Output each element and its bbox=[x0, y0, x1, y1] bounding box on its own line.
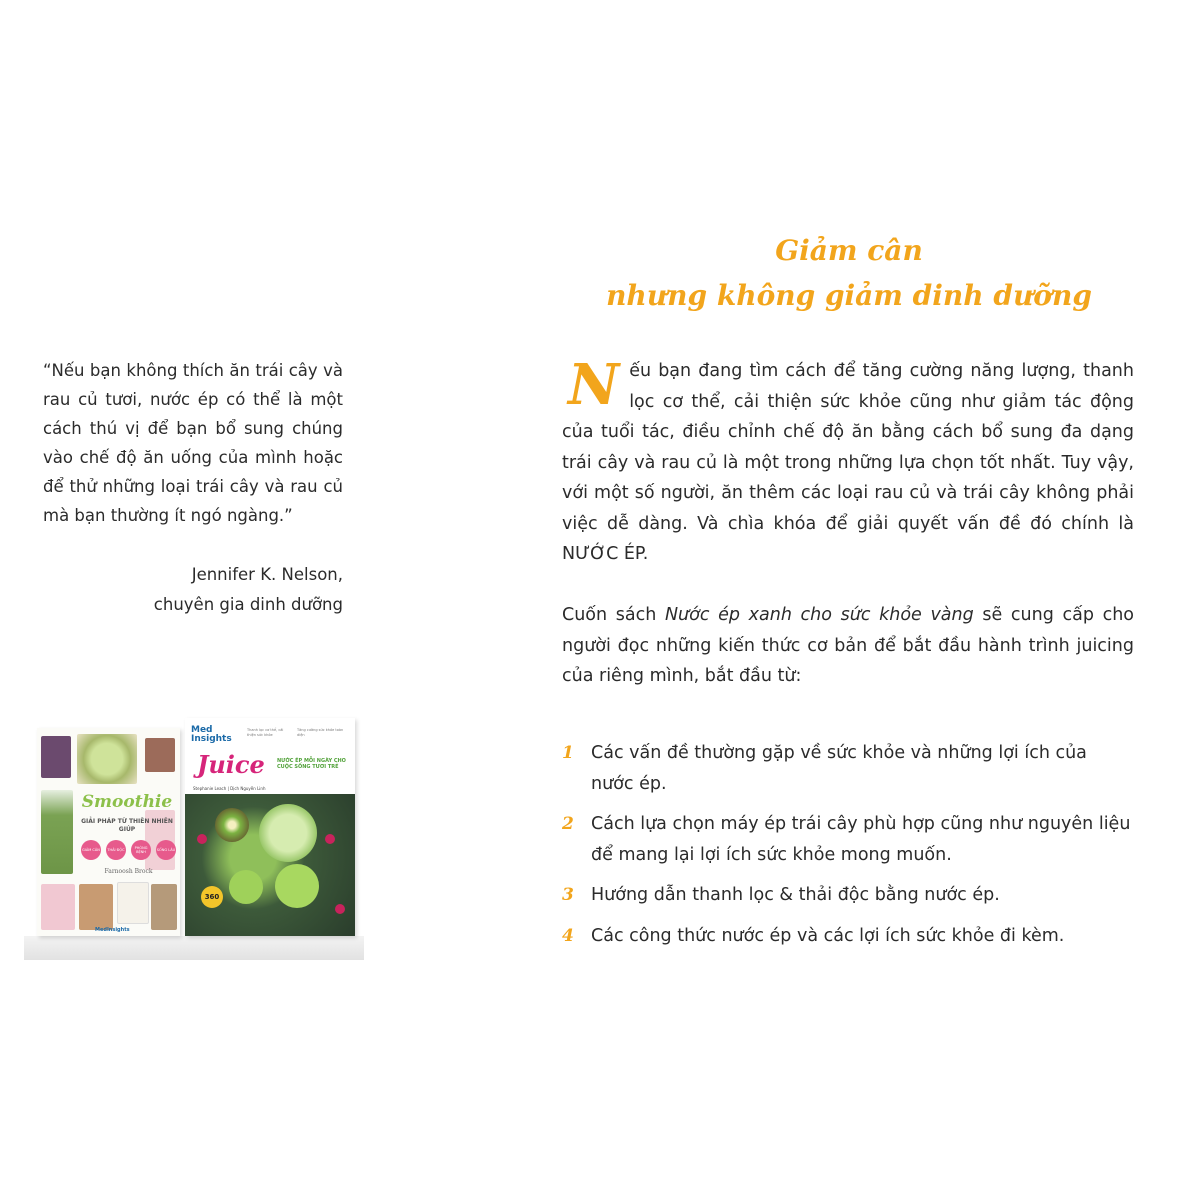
feature-list bbox=[562, 738, 1134, 961]
smoothie-benefits bbox=[81, 840, 176, 860]
intro-text: ếu bạn đang tìm cách để tăng cường năng lượng, thanh lọc cơ thể, cải thiện sức khỏe cũng như giảm tác động của tuổi tác, điều chỉnh chế độ ăn bằng cách bổ sung đa dạng trái cây và rau củ là một trong những lựa chọn tốt nhất. Tuy vậy, với một số người, ăn thêm các loại rau củ và trái cây không phải việc dễ dàng. Và chìa khóa để giải quyết vấn đề đó chính là NƯỚC ÉP. bbox=[562, 361, 1134, 564]
cover-photo bbox=[41, 790, 73, 874]
cover-photo bbox=[151, 884, 177, 930]
cover-photo bbox=[145, 738, 175, 772]
apple-illustration bbox=[275, 864, 319, 908]
juice-tagline: Tăng cường sức khỏe toàn diện bbox=[297, 728, 344, 737]
drop-cap: N bbox=[568, 352, 620, 418]
smoothie-title: Smoothie bbox=[81, 792, 173, 812]
list-item bbox=[562, 921, 1134, 952]
list-text: Các công thức nước ép và các lợi ích sức khỏe đi kèm. bbox=[591, 925, 1065, 946]
benefit-badge: SỐNG LÂU bbox=[156, 840, 176, 860]
list-item bbox=[562, 738, 1134, 799]
juice-brand-logo bbox=[191, 726, 232, 744]
berry-illustration bbox=[335, 904, 345, 914]
cover-photo bbox=[41, 884, 75, 930]
quote-author-role: chuyên gia dinh dưỡng bbox=[153, 595, 343, 614]
juice-tagline: Thanh lọc cơ thể, cải thiện sức khỏe bbox=[247, 728, 284, 737]
cover-photo bbox=[117, 882, 149, 924]
intro-paragraph bbox=[562, 352, 1134, 570]
kiwi-illustration bbox=[215, 808, 249, 842]
list-number: 3 bbox=[562, 885, 574, 905]
smoothie-subtitle: GIẢI PHÁP TỪ THIÊN NHIÊN GIÚP bbox=[81, 818, 173, 833]
list-item bbox=[562, 809, 1134, 870]
list-number: 4 bbox=[562, 925, 574, 946]
benefit-badge: GIẢM CÂN bbox=[81, 840, 101, 860]
quote-attribution bbox=[43, 560, 343, 620]
quote-text: “Nếu bạn không thích ăn trái cây và rau củ tươi, nước ép có thể là một cách thú vị để bạn bổ sung chúng vào chế độ ăn uống của mình hoặc để thử những loại trái cây và rau củ mà bạn thường ít ngó ngàng.” bbox=[43, 361, 343, 525]
apple-illustration bbox=[229, 870, 263, 904]
description-paragraph bbox=[562, 600, 1134, 692]
benefit-badge: PHÒNG BỆNH bbox=[131, 840, 151, 860]
smoothie-author: Farnoosh Brock bbox=[104, 868, 153, 875]
page-heading-line2: nhưng không giảm dinh dưỡng bbox=[606, 279, 1092, 312]
description-suffix: sẽ cung cấp cho người đọc những kiến thức cơ bản để bắt đầu hành trình juicing của riêng mình, bắt đầu từ: bbox=[562, 605, 1134, 686]
brand-line2: Insights bbox=[191, 734, 232, 744]
smoothie-book-cover bbox=[37, 728, 180, 936]
juice-book-cover bbox=[185, 718, 355, 936]
list-number: 2 bbox=[562, 814, 574, 834]
cover-photo bbox=[41, 736, 71, 778]
book-title-italic: Nước ép xanh cho sức khỏe vàng bbox=[664, 605, 974, 625]
berry-illustration bbox=[325, 834, 335, 844]
juice-slogan: NƯỚC ÉP MỖI NGÀY CHO CUỘC SỐNG TƯƠI TRẺ bbox=[277, 758, 346, 770]
smoothie-glass-illustration bbox=[259, 804, 317, 862]
juice-author: Stephanie Leach | Dịch Nguyễn Linh bbox=[193, 786, 266, 791]
list-number: 1 bbox=[562, 743, 574, 763]
list-item bbox=[562, 880, 1134, 911]
quote-author: Jennifer K. Nelson, bbox=[191, 565, 343, 584]
benefit-badge: THẢI ĐỘC bbox=[106, 840, 126, 860]
juice-title: Juice bbox=[197, 750, 265, 779]
juice-cover-photo bbox=[185, 794, 355, 936]
berry-illustration bbox=[197, 834, 207, 844]
recipe-count-badge: 360 bbox=[201, 886, 223, 908]
list-text: Các vấn đề thường gặp về sức khỏe và những lợi ích của nước ép. bbox=[591, 743, 1087, 794]
page-heading-line1: Giảm cân bbox=[775, 234, 923, 267]
smoothie-publisher: MedInsights bbox=[95, 927, 130, 933]
list-text: Cách lựa chọn máy ép trái cây phù hợp cũng như nguyên liệu để mang lại lợi ích sức khỏe mong muốn. bbox=[591, 814, 1131, 865]
book-shelf bbox=[24, 936, 364, 960]
list-text: Hướng dẫn thanh lọc & thải độc bằng nước ép. bbox=[591, 885, 1000, 905]
cover-photo bbox=[79, 884, 113, 930]
cover-photo bbox=[77, 734, 137, 784]
description-prefix: Cuốn sách bbox=[562, 605, 665, 625]
brand-line1: Med bbox=[191, 725, 213, 735]
